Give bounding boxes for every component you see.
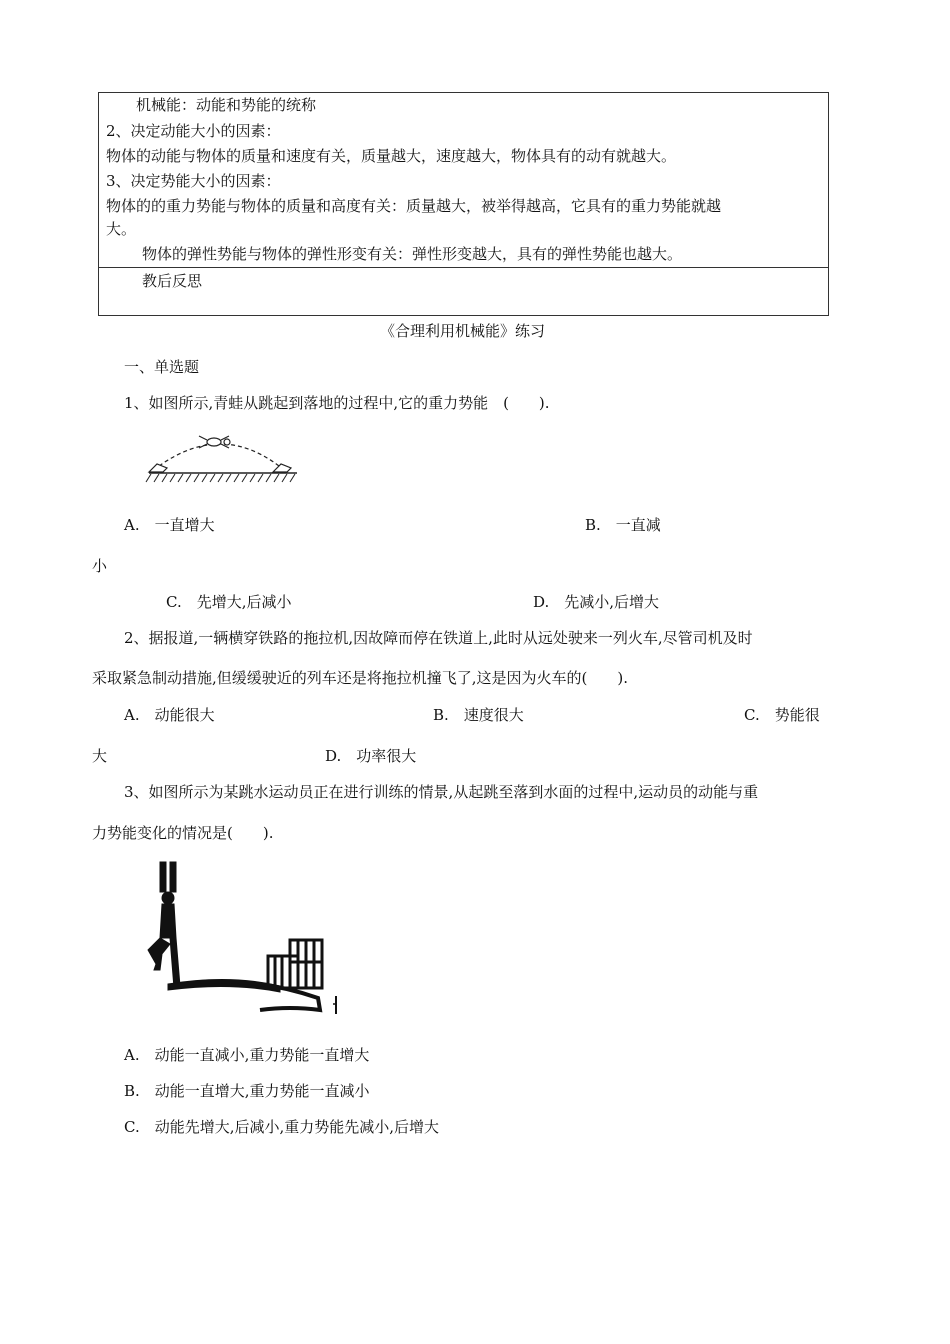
q3-option-c: C. 动能先增大,后减小,重力势能先减小,后增大 — [124, 1118, 440, 1136]
q1-option-c: C. 先增大,后减小 — [166, 593, 292, 611]
table-line-elastic-potential: 物体的弹性势能与物体的弹性形变有关：弹性形变越大，具有的弹性势能也越大。 — [142, 245, 683, 263]
q3-option-a: A. 动能一直减小,重力势能一直增大 — [124, 1046, 370, 1064]
q1-option-b-wrap: 小 — [92, 557, 108, 575]
diver-figure — [140, 858, 345, 1020]
table-divider — [98, 267, 829, 268]
q2-stem-wrap: 采取紧急制动措施,但缓缓驶近的列车还是将拖拉机撞飞了,这是因为火车的( ). — [92, 669, 629, 687]
table-line-gravity-potential-wrap: 大。 — [106, 220, 137, 238]
frog-jump-figure — [143, 430, 303, 488]
q2-option-b: B. 速度很大 — [433, 706, 524, 724]
q1-option-d: D. 先减小,后增大 — [533, 593, 660, 611]
q2-option-c-wrap: 大 — [92, 747, 108, 765]
q1-option-a: A. 一直增大 — [124, 516, 215, 534]
exercise-title: 《合理利用机械能》练习 — [380, 322, 546, 340]
table-line-kinetic-factors: 物体的动能与物体的质量和速度有关，质量越大，速度越大，物体具有的动有就越大。 — [106, 147, 677, 165]
q3-stem-wrap: 力势能变化的情况是( ). — [92, 824, 274, 842]
q2-stem: 2、据报道,一辆横穿铁路的拖拉机,因故障而停在铁道上,此时从远处驶来一列火车,尽管司机及时 — [124, 629, 753, 647]
table-line-gravity-potential: 物体的的重力势能与物体的质量和高度有关：质量越大，被举得越高，它具有的重力势能就越 — [106, 197, 722, 215]
table-line-kinetic-heading: 2、决定动能大小的因素： — [106, 122, 281, 140]
q2-option-d: D. 功率很大 — [325, 747, 417, 765]
section-heading: 一、单选题 — [124, 358, 200, 376]
table-line-mechanical-energy: 机械能：动能和势能的统称 — [136, 96, 317, 114]
q1-option-b: B. 一直减 — [585, 516, 661, 534]
q1-stem: 1、如图所示,青蛙从跳起到落地的过程中,它的重力势能 ( ). — [124, 394, 550, 412]
q3-option-b: B. 动能一直增大,重力势能一直减小 — [124, 1082, 370, 1100]
q2-option-a: A. 动能很大 — [124, 706, 215, 724]
table-line-potential-heading: 3、决定势能大小的因素： — [106, 172, 281, 190]
table-line-reflection: 教后反思 — [142, 272, 203, 290]
q3-stem: 3、如图所示为某跳水运动员正在进行训练的情景,从起跳至落到水面的过程中,运动员的动能与重 — [124, 783, 759, 801]
q2-option-c: C. 势能很 — [744, 706, 820, 724]
